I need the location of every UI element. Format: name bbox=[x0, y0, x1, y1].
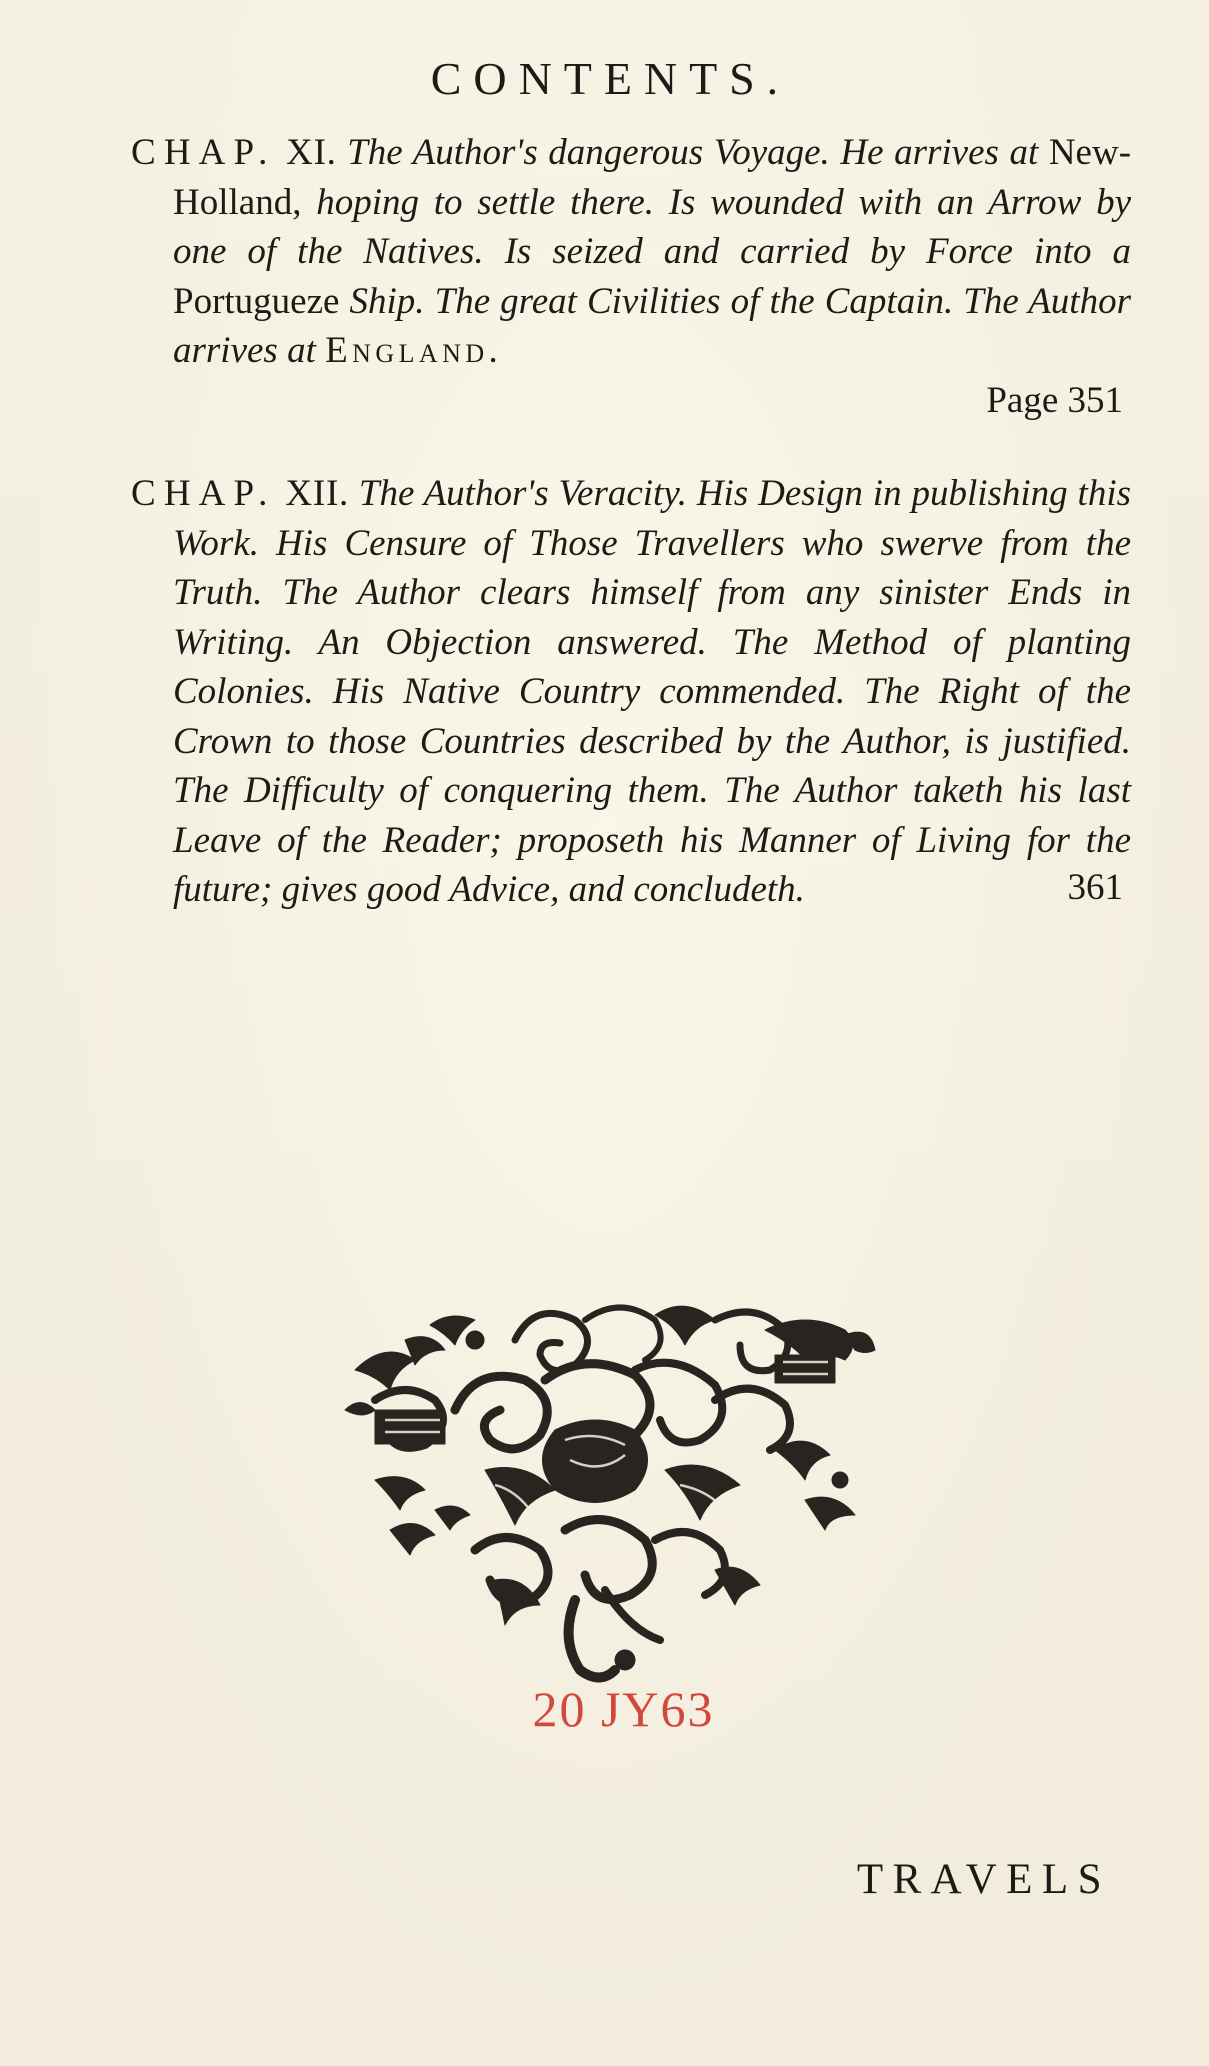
chapter-12-number: XII. bbox=[285, 473, 349, 514]
chapter-11-country: England. bbox=[325, 330, 503, 371]
contents-entry-chapter-11 bbox=[131, 128, 1131, 425]
catchword: TRAVELS bbox=[856, 1856, 1111, 1903]
chapter-12-label: CHAP. bbox=[131, 473, 276, 514]
chapter-11-place-name: New-Holland, bbox=[173, 132, 1132, 223]
library-date-stamp: 20 JY63 bbox=[532, 1681, 715, 1737]
chapter-12-text: The Author's Veracity. His Design in publishing this Work. His Censure of Those Travellers who swerve from the Truth. The Author clears himself from any sinister Ends in Writing. An Objection answered. The Method of planting Colonies. His Native Country commended. The Right of the Crown to those Countries described by the Author, is justified. The Difficulty of conquering them. The Author taketh his last Leave of the Reader; proposeth his Manner of Living for the future; gives good Advice, and concludeth. bbox=[173, 473, 1132, 910]
chapter-11-nationality: Portugueze bbox=[173, 280, 340, 322]
running-head: CONTENTS. bbox=[430, 53, 791, 104]
chapter-11-text-part-3: Ship. The great Civilities of the Captain. The Author arrives at bbox=[173, 280, 1131, 371]
printers-ornament bbox=[335, 1300, 915, 1690]
chapter-11-text-part-2: hoping to settle there. Is wounded with an Arrow by one of the Natives. Is seized and carried by Force into a bbox=[173, 181, 1131, 272]
chapter-12-page-number: 361 bbox=[1067, 866, 1123, 908]
chapter-12-summary bbox=[131, 469, 1131, 915]
contents-entry-chapter-12 bbox=[131, 469, 1131, 915]
chapter-11-label: CHAP. bbox=[131, 132, 276, 173]
chapter-11-page-number: Page 351 bbox=[986, 379, 1123, 421]
chapter-11-summary bbox=[131, 128, 1131, 425]
chapter-11-number: XI. bbox=[286, 132, 337, 173]
chapter-11-text-part-1: The Author's dangerous Voyage. He arrives at bbox=[347, 132, 1049, 173]
